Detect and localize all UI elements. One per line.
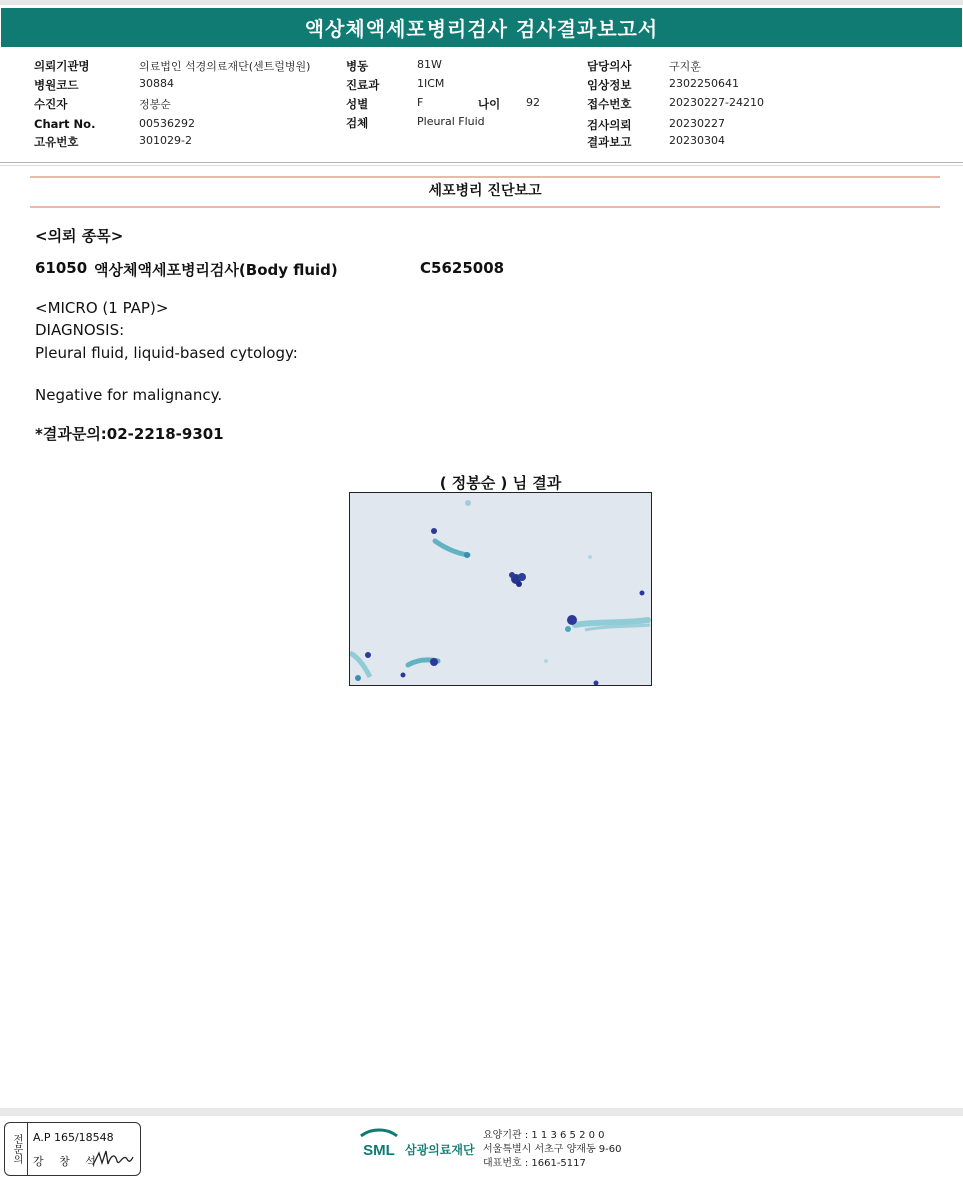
inquiry-phone: *결과문의:02-2218-9301 [35,425,224,443]
hospital-code-label: 병원코드 [34,78,79,92]
sml-logo-icon [357,1128,401,1160]
hospital-code-value: 30884 [139,77,174,90]
cytology-image-graphic [350,493,651,685]
stamp-vertical-text: 전문의 [5,1123,28,1175]
footer-divider [0,1108,963,1116]
request-date-label: 검사의뢰 [587,118,632,132]
org-street: 서울특별시 서초구 양재동 9-60 [483,1144,622,1155]
request-items-heading: <의뢰 종목> [35,227,124,245]
clinical-info-value: 2302250641 [669,77,739,90]
stamp-license: A.P 165/18548 [33,1131,114,1144]
info-divider [0,162,963,163]
ward-label: 병동 [346,59,369,73]
logo-text: SML [363,1142,395,1159]
test-code: 61050 [35,259,88,277]
info-divider-secondary [0,165,963,166]
dept-label: 진료과 [346,78,380,92]
section-title: 세포병리 진단보고 [428,183,542,199]
patient-value: 정봉순 [139,98,171,111]
sex-value: F [417,96,424,109]
specimen-value: Pleural Fluid [417,115,485,128]
specimen-label: 검체 [346,116,369,130]
patient-label: 수진자 [34,97,68,111]
org-phone: 대표번호 : 1661-5117 [483,1158,586,1169]
chart-no-label: Chart No. [34,117,96,131]
report-date-label: 결과보고 [587,135,632,149]
doctor-value: 구지훈 [669,60,701,73]
clinical-info-label: 임상정보 [587,78,632,92]
age-value: 92 [526,96,540,109]
org-code: 요양기관 : 1 1 3 6 5 2 0 0 [483,1130,605,1141]
institution-label: 의뢰기관명 [34,59,90,73]
test-id: C5625008 [420,259,505,277]
patient-info-block [0,54,963,154]
ward-value: 81W [417,58,442,71]
unique-no-value: 301029-2 [139,134,192,147]
dept-value: 1ICM [417,77,445,90]
chart-no-value: 00536292 [139,117,195,130]
pathologist-stamp [4,1122,141,1176]
doctor-label: 담당의사 [587,59,632,73]
stamp-name: 강 창 석 [33,1155,102,1168]
micro-heading: <MICRO (1 PAP)> [35,299,169,317]
diagnosis-result: Negative for malignancy. [35,386,223,404]
institution-value: 의료법인 석경의료재단(센트럴병원) [139,60,311,73]
age-label: 나이 [478,97,501,111]
image-caption: ( 정봉순 ) 님 결과 [439,474,562,492]
org-name: 삼광의료재단 [405,1143,475,1157]
section-top-rule [30,176,940,178]
unique-no-label: 고유번호 [34,135,79,149]
section-bottom-rule [30,206,940,208]
report-title: 액상체액세포병리검사 검사결과보고서 [1,8,962,47]
test-name: 액상체액세포병리검사(Body fluid) [94,261,338,279]
cytology-image [349,492,652,686]
diagnosis-label: DIAGNOSIS: [35,321,125,339]
receipt-no-label: 접수번호 [587,97,632,111]
top-border [0,0,963,5]
request-date-value: 20230227 [669,117,725,130]
diagnosis-specimen: Pleural fluid, liquid-based cytology: [35,344,298,362]
receipt-no-value: 20230227-24210 [669,96,764,109]
signature-graphic [91,1147,135,1171]
report-date-value: 20230304 [669,134,725,147]
org-address [483,1129,622,1171]
sex-label: 성별 [346,97,369,111]
